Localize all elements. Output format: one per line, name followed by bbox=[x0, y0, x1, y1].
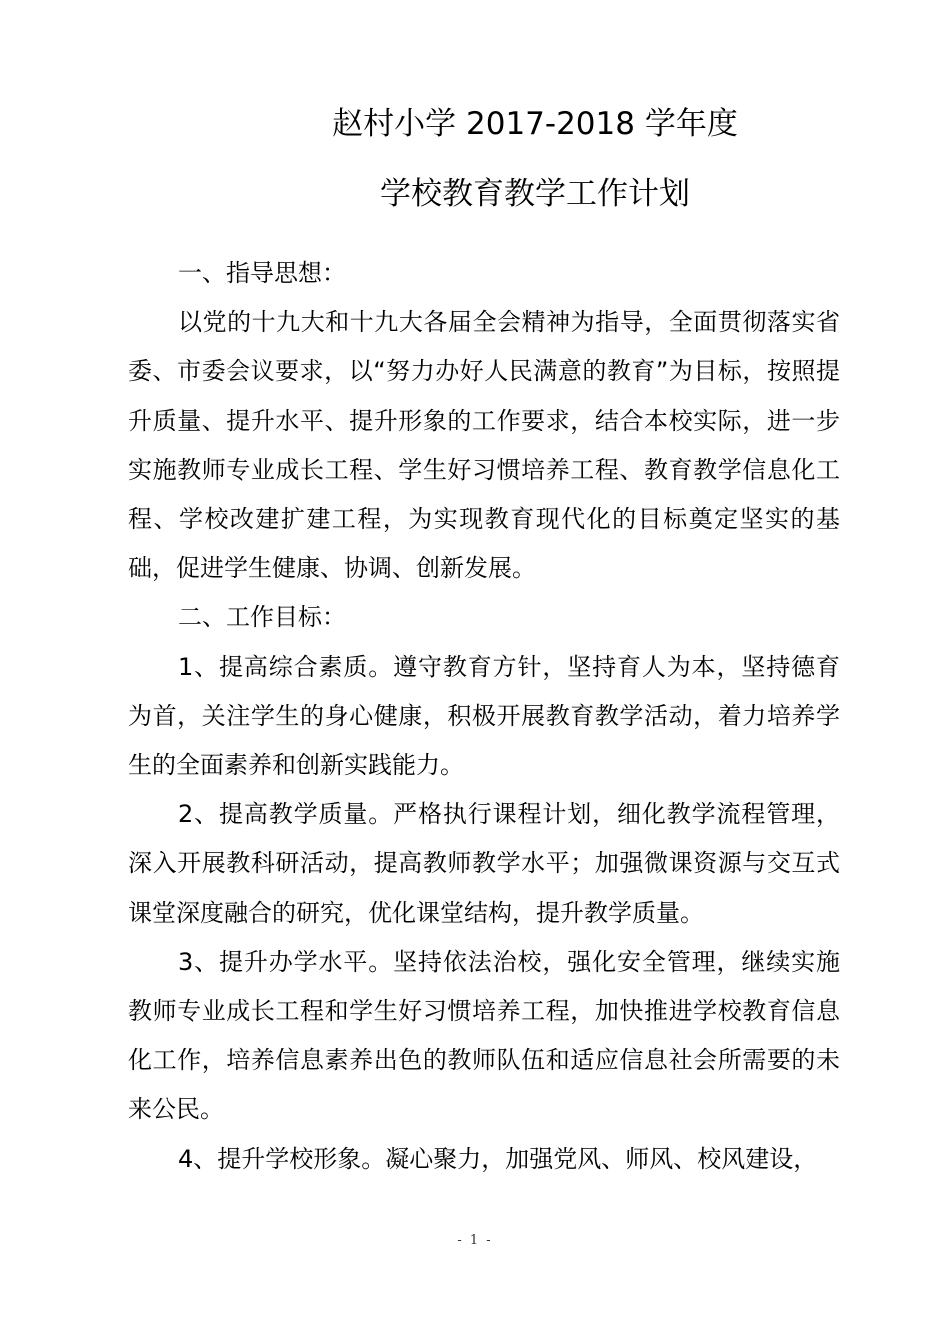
document-body bbox=[128, 249, 840, 1184]
paragraph-goal-2: 2、提高教学质量。严格执行课程计划，细化教学流程管理，深入开展教科研活动，提高教师教学水平；加强微课资源与交互式课堂深度融合的研究，优化课堂结构，提升教学质量。 bbox=[128, 800, 840, 927]
paragraph-goal-4: 4、提升学校形象。凝心聚力，加强党风、师风、校风建设， bbox=[178, 1144, 818, 1173]
paragraph-guiding-ideology: 以党的十九大和十九大各届全会精神为指导，全面贯彻落实省委、市委会议要求，以“努力办好人民满意的教育”为目标，按照提升质量、提升水平、提升形象的工作要求，结合本校实际，进一步实施教师专业成长工程、学生好习惯培养工程、教育教学信息化工程、学校改建扩建工程，为实现教育现代化的目标奠定坚实的基础，促进学生健康、协调、创新发展。 bbox=[128, 308, 840, 583]
section-heading-work-goals: 二、工作目标： bbox=[178, 603, 346, 632]
document-title-line-2: 学校教育教学工作计划 bbox=[380, 176, 690, 212]
document-title-line-1: 赵村小学 2017-2018 学年度 bbox=[332, 106, 738, 142]
paragraph-goal-3: 3、提升办学水平。坚持依法治校，强化安全管理，继续实施教师专业成长工程和学生好习惯培养工程，加快推进学校教育信息化工作，培养信息素养出色的教师队伍和适应信息社会所需要的未来公民。 bbox=[128, 947, 840, 1124]
paragraph-goal-1: 1、提高综合素质。遵守教育方针，坚持育人为本，坚持德育为首，关注学生的身心健康，积极开展教育教学活动，着力培养学生的全面素养和创新实践能力。 bbox=[128, 652, 840, 780]
page-number: - 1 - bbox=[457, 1233, 493, 1248]
section-heading-guiding-ideology: 一、指导思想： bbox=[178, 259, 346, 287]
